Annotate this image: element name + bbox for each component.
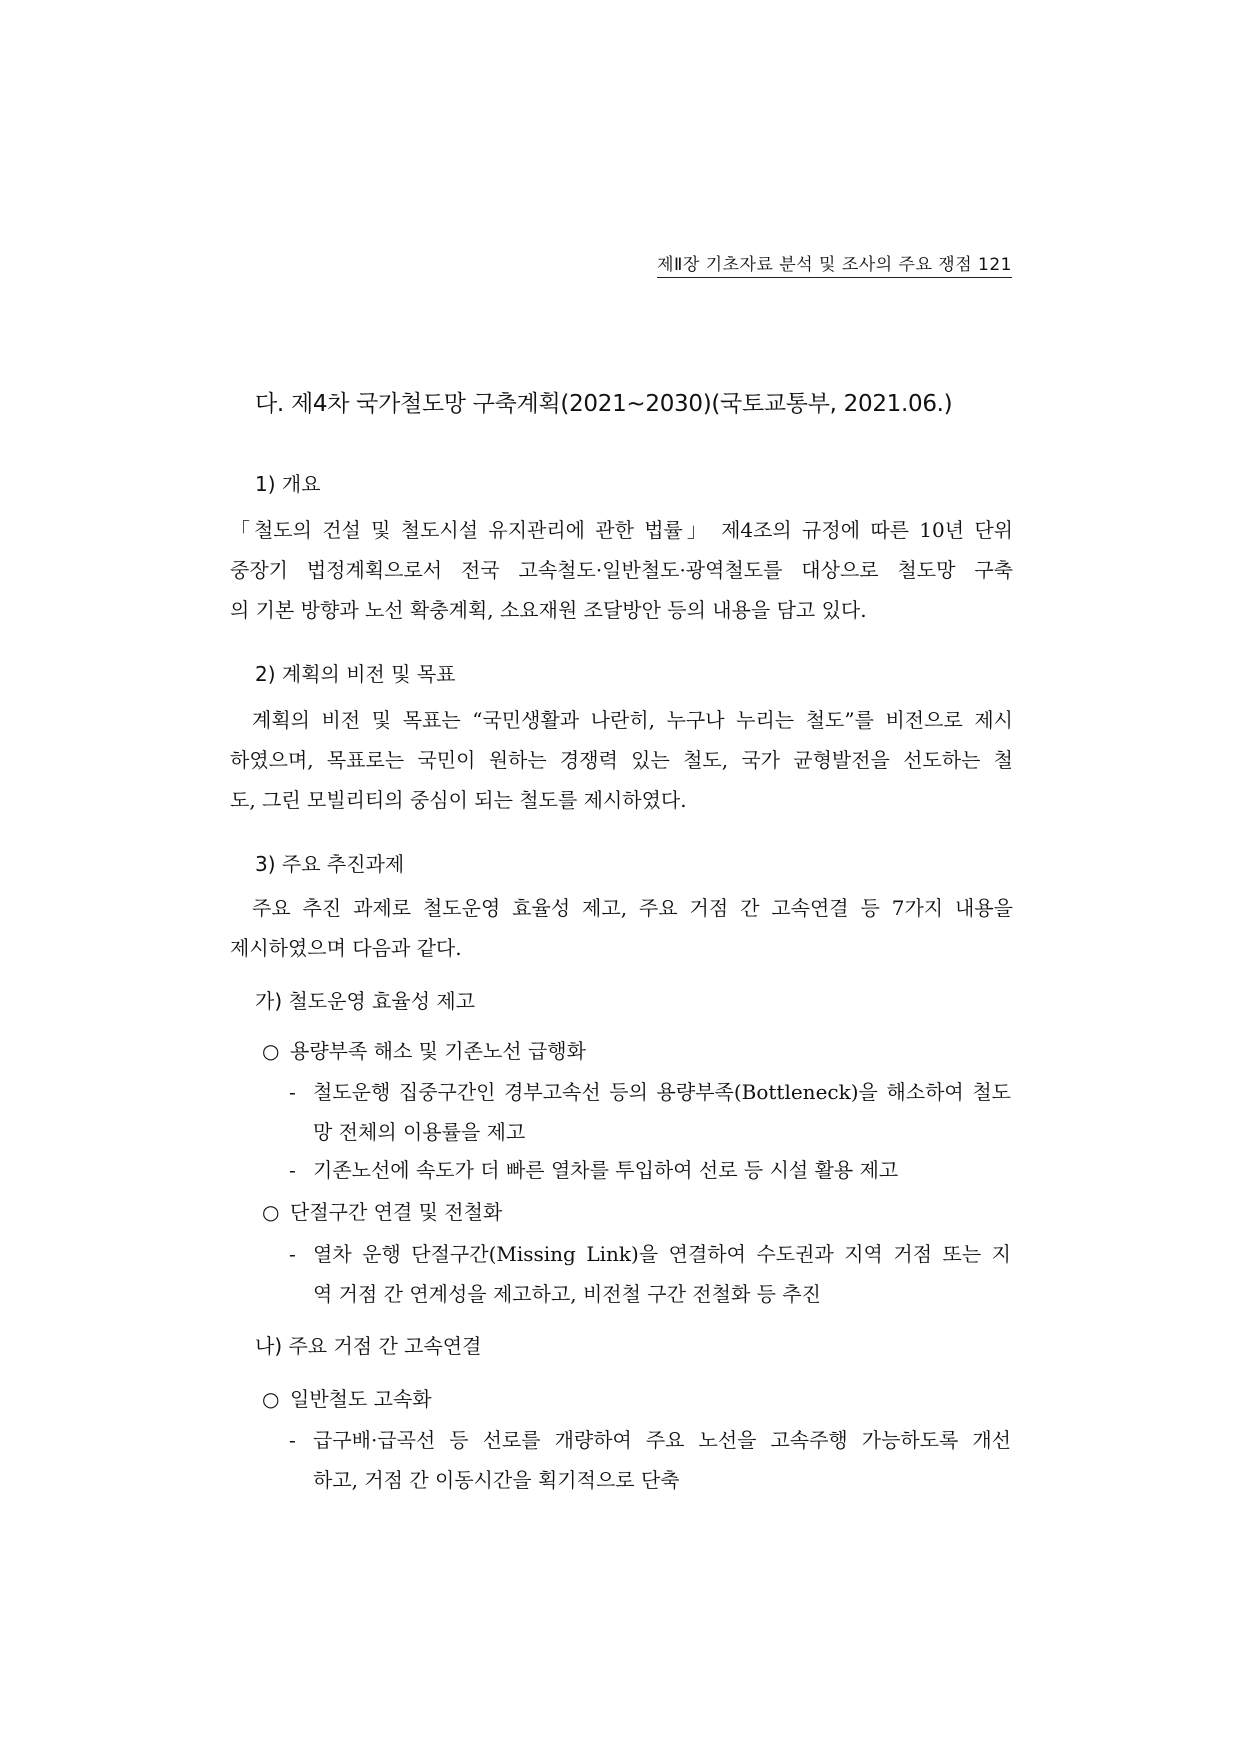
dash-line: 망 전체의 이용률을 제고	[313, 1120, 526, 1144]
dash-icon: -	[289, 1080, 296, 1104]
paragraph-overview	[230, 510, 1013, 630]
paragraph-line: 도, 그린 모빌리티의 중심이 되는 철도를 제시하였다.	[230, 788, 687, 812]
bullet-item	[262, 1035, 586, 1064]
paragraph-vision	[230, 700, 1013, 820]
heading-vision: 2) 계획의 비전 및 목표	[255, 662, 456, 686]
bullet-item	[262, 1196, 502, 1225]
bullet-item	[262, 1383, 432, 1412]
dash-item	[289, 1234, 1011, 1314]
dash-item	[289, 1150, 1011, 1190]
dash-icon: -	[289, 1242, 296, 1266]
paragraph-line: 하였으며, 목표로는 국민이 원하는 경쟁력 있는 철도, 국가 균형발전을 선도하는 철	[230, 748, 1013, 772]
circle-bullet-icon: ○	[262, 1387, 280, 1411]
dash-item	[289, 1420, 1011, 1500]
running-header: 제Ⅱ장 기초자료 분석 및 조사의 주요 쟁점 121	[657, 250, 1012, 278]
section-title: 다. 제4차 국가철도망 구축계획(2021~2030)(국토교통부, 2021.06.)	[255, 391, 953, 417]
paragraph-line: 계획의 비전 및 목표는 “국민생활과 나란히, 누구나 누리는 철도”를 비전으로 제시	[252, 708, 1013, 732]
heading-tasks: 3) 주요 추진과제	[255, 852, 405, 876]
dash-item	[289, 1072, 1011, 1152]
bullet-text: 일반철도 고속화	[290, 1387, 432, 1411]
dash-line: 하고, 거점 간 이동시간을 획기적으로 단축	[313, 1468, 680, 1492]
dash-line: 기존노선에 속도가 더 빠른 열차를 투입하여 선로 등 시설 활용 제고	[313, 1158, 899, 1182]
dash-line: 철도운행 집중구간인 경부고속선 등의 용량부족(Bottleneck)을 해소하여 철도	[313, 1080, 1011, 1104]
circle-bullet-icon: ○	[262, 1200, 280, 1224]
circle-bullet-icon: ○	[262, 1039, 280, 1063]
bullet-text: 단절구간 연결 및 전철화	[290, 1200, 503, 1224]
paragraph-tasks	[230, 888, 1013, 968]
dash-line: 열차 운행 단절구간(Missing Link)을 연결하여 수도권과 지역 거점 또는 지	[313, 1242, 1011, 1266]
paragraph-line: 의 기본 방향과 노선 확충계획, 소요재원 조달방안 등의 내용을 담고 있다.	[230, 598, 867, 622]
dash-line: 역 거점 간 연계성을 제고하고, 비전철 구간 전철화 등 추진	[313, 1282, 821, 1306]
paragraph-line: 주요 추진 과제로 철도운영 효율성 제고, 주요 거점 간 고속연결 등 7가지 내용을	[252, 896, 1013, 920]
paragraph-line: 중장기 법정계획으로서 전국 고속철도·일반철도·광역철도를 대상으로 철도망 구축	[230, 558, 1013, 582]
dash-icon: -	[289, 1428, 296, 1452]
dash-line: 급구배·급곡선 등 선로를 개량하여 주요 노선을 고속주행 가능하도록 개선	[313, 1428, 1011, 1452]
heading-overview: 1) 개요	[255, 472, 321, 496]
paragraph-line: 제시하였으며 다음과 같다.	[230, 936, 462, 960]
paragraph-line: 「철도의 건설 및 철도시설 유지관리에 관한 법률」 제4조의 규정에 따른 10년 단위	[230, 518, 1013, 542]
bullet-text: 용량부족 해소 및 기존노선 급행화	[290, 1039, 586, 1063]
heading-item-b: 나) 주요 거점 간 고속연결	[255, 1334, 482, 1358]
heading-item-a: 가) 철도운영 효율성 제고	[255, 989, 476, 1013]
dash-icon: -	[289, 1158, 296, 1182]
